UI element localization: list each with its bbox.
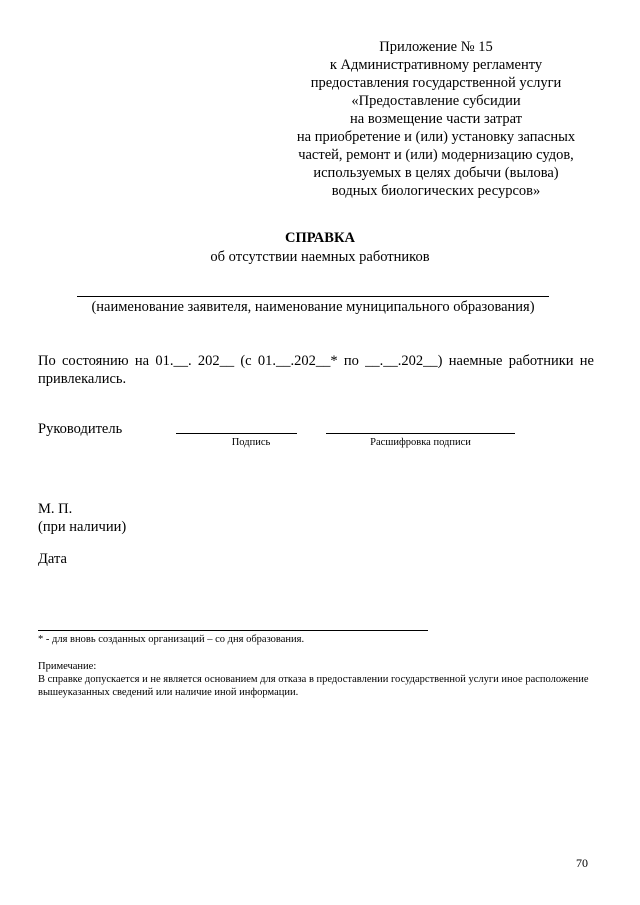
footnote-divider bbox=[38, 630, 428, 631]
note-text: В справке допускается и не является основанием для отказа в предоставлении государственной услуги иное расположение вышеуказанных сведений или наличие иной информации. bbox=[38, 674, 589, 698]
signature-decode-blank-line bbox=[326, 433, 515, 434]
stamp-note: (при наличии) bbox=[38, 519, 127, 535]
stamp-label: М. П. bbox=[38, 501, 73, 517]
appendix-line: используемых в целях добычи (вылова) bbox=[313, 165, 559, 181]
page-number: 70 bbox=[576, 856, 588, 870]
date-label: Дата bbox=[38, 551, 67, 567]
document-subtitle: об отсутствии наемных работников bbox=[210, 249, 430, 265]
appendix-line: водных биологических ресурсов» bbox=[331, 183, 541, 199]
head-label: Руководитель bbox=[38, 421, 123, 437]
document-title: СПРАВКА bbox=[285, 230, 355, 246]
note-heading: Примечание: bbox=[38, 661, 97, 672]
appendix-line: на приобретение и (или) установку запасных bbox=[296, 129, 576, 145]
appendix-line: частей, ремонт и (или) модернизацию судов, bbox=[298, 147, 574, 163]
signature-decode-caption: Расшифровка подписи bbox=[370, 437, 471, 448]
note-block bbox=[38, 660, 594, 699]
applicant-caption: (наименование заявителя, наименование муниципального образования) bbox=[91, 299, 535, 315]
statement-text: По состоянию на 01.__. 202__ (с 01.__.202__* по __.__.202__) наемные работники не привлекались. bbox=[38, 353, 594, 387]
appendix-header bbox=[280, 38, 592, 200]
stamp-block bbox=[38, 500, 126, 536]
appendix-line: «Предоставление субсидии bbox=[351, 93, 521, 109]
appendix-line: к Административному регламенту bbox=[329, 57, 543, 73]
applicant-blank-line bbox=[77, 296, 549, 297]
appendix-line: Приложение № 15 bbox=[379, 39, 493, 55]
signature-caption: Подпись bbox=[231, 437, 271, 448]
footnote-text: * - для вновь созданных организаций – со дня образования. bbox=[38, 634, 305, 645]
appendix-line: предоставления государственной услуги bbox=[310, 75, 562, 91]
appendix-line: на возмещение части затрат bbox=[350, 111, 522, 127]
signature-blank-line bbox=[176, 433, 297, 434]
